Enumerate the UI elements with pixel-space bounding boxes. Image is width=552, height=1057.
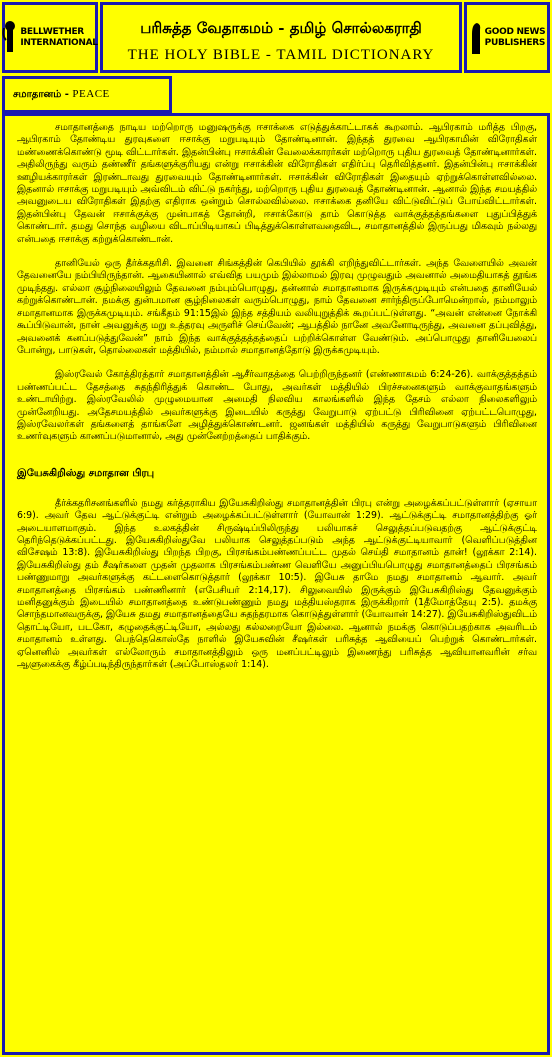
- paragraph-daniel: தானியேல் ஒரு தீர்க்கதரிசி. இவனை சிங்கத்தின் கெபியில் தூக்கி எறிந்துவிட்டார்கள். அந்த வேளையில் அவன் தேவனையே நம்பியிருந்தான். ஆகையினால் எவ்வித பயமும் இல்லாமல் இரவு முழுவதும் அவனால் அமைதியாகத் தூங்க முடிந்தது. எல்லா சூழ்நிலையிலும் தேவனை நம்பும்பொழுது, தன்னால் சமாதானமாக இருக்கமுடியும் என்பதை தானியேல் கற்றுக்கொண்டான். நமக்கு துன்பமான சூழ்நிலைகள் வரும்பொழுது, நாம் தேவனை சார்ந்திருப்போமென்றால், நம்மாலும் சமாதானமாக இருக்கமுடியும். சங்கீதம் 91:15இல் இந்த சத்தியம் வலியுறுத்திக் கூறப்பட்டுள்ளது. “அவன் என்னை நோக்கி கூப்பிடுவான், நான் அவனுக்கு மறு உத்தரவு அருளிச் செய்வேன்; ஆபத்தில் நானே அவனோடிருந்து, அவனை தப்புவித்து, அவனைக் கனப்படுத்துவேன்” நாம் இந்த வாக்குத்தத்தத்தைப் பற்றிக்கொள்ள வேண்டும். அப்பொழுது தானியேலைப் போன்று, பாடுகள், தொல்லைகள் மத்தியில், நம்மால் சமாதானத்தோடு இருக்கமுடியும்.: [17, 258, 537, 356]
- section-heading: [2, 76, 172, 113]
- paragraph-prince-of-peace: தீர்க்கதரிசனங்களில் நமது கர்த்தராகிய இயேசுகிறிஸ்து சமாதானத்தின் பிரபு என்று அழைக்கப்பட்டுள்ளார் (ஏசாயா 6:9). அவர் தேவ ஆட்டுக்குட்டி என்றும் அழைக்கப்பட்டுள்ளார் (யோவான் 1:29). ஆட்டுக்குட்டி சமாதானத்திற்கு ஓர் அடையாளமாகும். இந்த உலகத்தின் சிருஷ்டிப்பிலிருந்து பலியாகச் செலுத்தப்படுவதற்கு ஆட்டுக்குட்டி தெரிந்தெடுக்கப்பட்டது. இயேசுகிறிஸ்துவே பலியாக செலுத்தப்படும் அந்த ஆட்டுக்குட்டியாவார் (வெளிப்படுத்தின விசேஷம் 13:8). இயேசுகிறிஸ்து பிறந்த பிறகு, பிரசங்கம்பண்ணப்பட்ட முதல் செய்தி சமாதானம் தான்! (லூக்கா 2:14). இயேசுகிறிஸ்து தம் சீஷர்களை முதன் முதலாக பிரசங்கம்பண்ண வெளியே அனுப்பியபொழுது சமாதானத்தைப் பிரசங்கம் பண்ணுமாறு அவர்களுக்கு கட்டளைகொடுத்தார் (லூக்கா 10:5). இயேசு தாமே நமது சமாதானம் ஆவார். அவர் சமாதானத்தை பிரசங்கம் பண்ணினார் (எபேசியர் 2:14,17). சிலுவையில் இருக்கும் இயேசுகிறிஸ்து தேவனுக்கும் மனிதனுக்கும் இடையில் சமாதானத்தை உண்டுபண்ணும் நமது மத்தியஸ்தராக இருக்கிறார் (1தீமோத்தேயு 2:5). தமக்கு சொந்தமானவருக்கு, இயேசு தமது சமாதானத்தையே சுதந்தரமாக கொடுத்துள்ளார் (யோவான் 14:27). இயேசுகிறிஸ்துவிடம் தொட்டியோ, படகோ, கழுதைக்குட்டியோ, அல்லது கல்லறையோ இல்லை. ஆனால் நமக்கு கொடுப்பதற்காக அவரிடம் சமாதானம் உள்ளது. பெந்தெகொஸ்தே நாளில் இயேசுவின் சீஷர்கள் பரிசுத்த ஆவியைப் பெற்றுக் கொண்டார்கள். ஏனெனில் அவர்கள் எல்லோரும் சமாதானத்திலும் ஒரு மனப்பட்டிலும் இணைந்து பரிசுத்த ஆவியானவரின் சர்வ ஆளுகைக்கு கீழ்ப்படிந்திருந்தார்கள் (அப்போஸ்தலர் 1:14).: [17, 497, 537, 671]
- paragraph-israel: இஸ்ரவேல் கோத்திரத்தார் சமாதானத்தின் ஆசீர்வாதத்தை பெற்றிருந்தனர் (எண்ணாகமம் 6:24-26). வாக்குத்தத்தம் பண்ணப்பட்ட தேசத்தை சுதந்திரித்துக் கொண்ட போது, அவர்கள் மத்தியில் பிரச்சனைகளும் வாக்குவாதங்களும் உண்டாயிற்று. இஸ்ரவேலில் முழுமையான அமைதி நிலவிய காலங்களில் இந்த தேசம் எல்லா நிலைகளிலும் முன்னேறியது. அதேசமயத்தில் அவர்களுக்கு இடையில் கருத்து வேறுபாடு ஏற்பட்டு பிரிவினை ஏற்பட்டபொழுது, இஸ்ரவேலர்கள் தங்களைத் தாங்களே அழித்துக்கொண்டனர். ஜனங்கள் மத்தியில் கருத்து வேறுபாடுகளும் பிரிவினை உணர்வுகளும் காணப்படுமானால், அது முன்னேற்றத்தைப் பாதிக்கும்.: [17, 369, 537, 443]
- good-news-logo-text: GOOD NEWS PUBLISHERS: [484, 26, 546, 48]
- section-label-english: PEACE: [72, 88, 110, 100]
- section-label-separator: -: [61, 89, 73, 100]
- bellwether-logo-text-line: BELLWETHER INTERNATIONAL: [20, 26, 98, 48]
- dictionary-header: [100, 2, 462, 73]
- lion-icon: [469, 20, 483, 56]
- title-english: THE HOLY BIBLE - TAMIL DICTIONARY: [127, 47, 435, 63]
- bellwether-logo-text: [20, 27, 97, 49]
- ram-icon: [2, 20, 18, 56]
- good-news-logo: [464, 2, 550, 73]
- section-label-tamil: சமாதானம்: [13, 89, 62, 100]
- paragraph-isaac: சமாதானத்தை நாடிய மற்றொரு மனுஷருக்கு ஈசாக்கை எடுத்துக்காட்டாகக் கூறலாம். ஆபிரகாம் மரித்த பிறகு, ஆபிரகாம் தோண்டிய துரவுகளை ஈசாக்கு மறுபடியும் தோண்டினான். இந்தத் துரவை ஆபிரகாமின் விரோதிகள் மண்ணைக்கொண்டு மூடி விட்டார்கள். இதன்பின்பு ஈசாக்கின் வேலைக்காரர்கள் மற்றொரு புதிய துரவைத் தோண்டினார்கள். அதிலிருந்து வரும் தண்ணீர் தங்களுக்குரியது என்று ஈசாக்கின் விரோதிகள் எதிர்ப்பு தெரிவித்தனர். இதன்பின்பு ஈசாக்கின் ஊழியக்காரர்கள் இரண்டாவது துரவையும் தோண்டினார்கள். ஈசாக்கின் விரோதிகள் இதையும் ஏற்றுக்கொள்ளவில்லை. இதனால் ஈசாக்கு மறுபடியும் அவ்விடம் விட்டு நகர்ந்து, மற்றொரு புதிய துரவைத் தோண்டினான். ஆனால் இந்த சமயத்தில் அவனுடைய விரோதிகள் இதற்கு எதிராக ஒன்றும் சொல்லவில்லை. ஈசாக்கை தனியே விட்டுவிட்டுப் போய்விட்டார்கள். இதன்பின்பு தேவன் ஈசாக்குக்கு முன்பாகத் தோன்றி, ஈசாக்கோடு தாம் கொடுத்த வாக்குத்தத்தங்களை புதுப்பித்துக் கொண்டார். தமது சொந்த வழியை விடாப்பிடியாகப் பிடித்துக்கொள்ளவதைவிட, சமாதானத்தில் இருப்பது மிகவும் நல்லது என்பதை ஈசாக்கு கற்றுக்கொண்டான்.: [17, 122, 537, 245]
- section-label: [13, 88, 110, 101]
- article-body: [2, 113, 550, 1055]
- subheading: இயேசுகிறிஸ்து சமாதான பிரபு: [17, 467, 155, 479]
- title-tamil: பரிசுத்த வேதாகமம் - தமிழ் சொல்லகராதி: [140, 19, 422, 37]
- bellwether-logo: [2, 2, 98, 73]
